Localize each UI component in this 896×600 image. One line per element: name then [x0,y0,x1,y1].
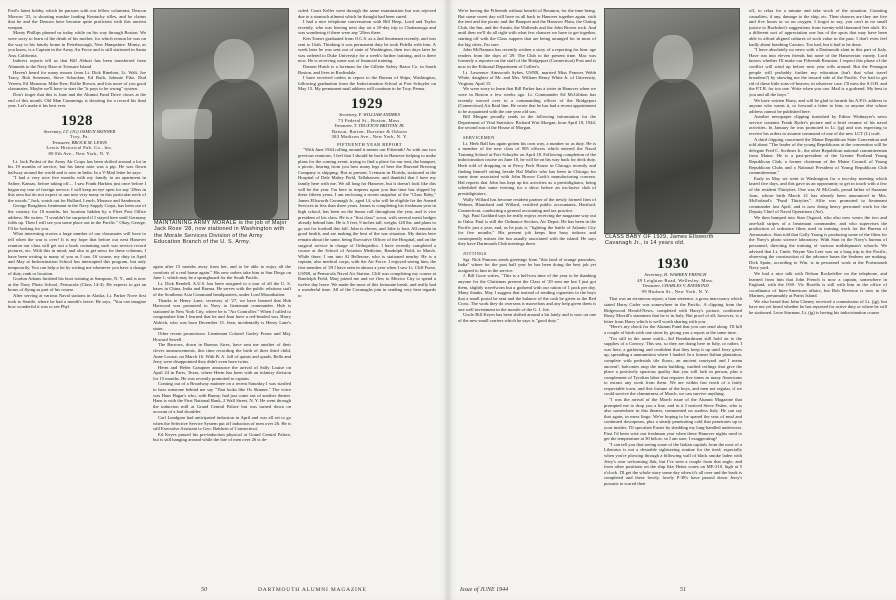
left-column-1 [8,8,146,582]
treasurer-address-2: 383 Madison Ave., New York, N. Y. [331,134,408,140]
paragraph: Bill Morgan proudly sends in the following information for the Department of Vital Statistics: Richard Wirt Morgan, born April 18, 1944, the second son of the House of Morgan. [458,114,596,131]
paragraph: Haven't heard for many moons from Lt. Dick Rinehart, Lt. Walt, Joe Tracy, Bob Sorensen, Steve Schackne, Ed Ruth, Johnnie Fike, Dud Vereen, Ed Mansson, Mike Kerr, Rollie Brown, and lots more of you good classmates. Maybe we'll have to start the "it pays to be wrong" system. [8,69,146,92]
paragraph: A third clipping concerned the Maine Republican State Convention and told about "The leader of the young Republicans at the convention will be delegate Fred C. Scribner Jr., the other Republican national committeeman from Maine. He is a past-president of the Greater Portland Young Republican Club, a former chairman of the Maine Council of Young Republican Clubs and a National President of Young Republican Club committeeman." [749,136,887,176]
paragraph: "I can tell you that seeing some of the Italian capitals from the nose of a Liberator is not a desirable sightseeing routine for the tired, especially when you're plowing through a billowing wall of black smoke laden with Jerry's own welcoming flak, but I've seen a couple from that angle, and from other positions on the ship like Heinz cones on ME-210, high at 5 o'clock. I'll get the whole story some day when it's all over and the book is completed and these lovely, lovely P-38's have passed down Jerry's pursuits to scared their [604,441,742,486]
paragraph: Monty Phillips phoned us today while on his way through Boston. We were sorry to learn of the death of his mother, for which reason he was on the way to his family home in Peterborough, New Hampshire. Monty, as you know, is a Captain in the Army Air Force and is still stationed in Santa Ana, California. [8,30,146,58]
paragraph: That was an erroneous report, a ham sentence, a gross inaccuracy which stated Harry Cader was somewhere in the Pacific. A clipping from the Ridgewood Herald-News, completed with Harry's picture, confirmed Rusty Morrill's statement that he is in Italy. But proof of all, however, is a letter from Harry which is well worth sharing with you: [604,296,742,324]
issue-label: Issue of JUNE 1944 [460,587,509,593]
class-year-1930: 1930 [657,256,689,272]
paragraph: Thanks to Henry Lane, secretary of '27, we have learned that Hub Harwood was promoted to Navy to lieutenant commander. Hub is stationed in New York City, where he is "Air Controller." When I called to congratulate him I learned that he and Jean have a red-headed son, Harry Ahlrich, who was born December 15. Jean, incidentally is Henry Lane's sister. [153,297,291,331]
paragraph: The Barrows, down in Buenos Aires, have sent me another of their clever announcements, this time recording the birth of their third child, Anne Louise, on March 16. With B. A. full of quints and quads, Bella and Jerry were disappointed they didn't even have twins. [153,342,291,365]
class-year-1928: 1928 [61,112,93,129]
paragraph: I had a nice telephone conversation with Bill Heep, Loed and Taylor recently, who was leaving next day on a 10-day trip to Chattanooga and was wondering if there were any '28ers there. [298,19,436,36]
section-head-servicemen: SERVICEMEN [463,135,495,141]
treasurer-line: Treasurer, BROCK M. LEWIS [52,139,107,145]
paragraph: Wally Willard has become resident partner of the newly formed firm of Wehner, Blanchard and Willard, certified public accountants, Hartford, Connecticut, conducting a general accounting and tax practice. [458,196,596,213]
reunion-subhead: FIFTEENTH YEAR REPORT [337,141,402,147]
treasurer-address: 99 Hudson St., New York, N. Y. [641,288,710,294]
right-column-1 [458,8,596,582]
paragraph: We were sorry to learn that Bill Parker has a sister in Hanover when we were in Boston a few weeks ago. Lt. Commander Ed McGibbon has recently moved over to a commanding officer of the Bridgeport (Connecticut) Air Raid line. He wrote that he has had a recent appointment to be acquainted with the one year old son. [458,86,596,114]
class-1929-header [298,96,436,140]
paragraph: "I have absolutely no news with a Dartmouth slant in this part of Italy. Have run into eleven friends but none of the Hanoverian variety. Lord knows whether I'll make our Fifteenth Reunion. I expect this phase of the conflict will wind up before next year rolls around. But the Pentagon people will probably further my education (isn't that what travel broadens?) by showing me the inward side of the Pacific. I've had to get rid of these little sons-of-heaven, in whatever case. I'll miss the S.O.B. and the P.T.B. for too one. Write when you can. Mail is a godsend. My best to you and all the boys." [749,47,887,97]
paragraph: Coming out of a Broadway matinee on a recent Saturday I was startled to hear someone behind me say "That looks like Os Skinner." The voice was Hans Hagar's who, with Bunny, had just come out of another theater. Hans is with the First National Bank, 2 Wall Street, N. Y. He went through the induction mill at Grand Central Palace but was turned down on account of a bad shoulder. [153,381,291,415]
paragraph: Another newspaper clipping furnished by Editor Widmayer's news service contains Frank Ryder's picture and a brief resume of his naval activities. In January he was promoted to Lt. (jg) and was expecting to receive his orders to assume command of one of the new LCT (L) craft. [749,114,887,137]
photo-caption: CLASS BABY OF 1929, James Ellsworth Cavanagh Jr., is 14 years old. [605,234,714,247]
class-1928-header [8,113,146,157]
paragraph: We're having the Fifteenth without benefit of Reunion, for the time being. But some sweet day will have us all back in Hanover together again, with the tent and the picnic and the Banquet and the Hanover Plain, the Outing Club, the Inn, and the Austin, the Wallends and the John Brown rock. And until then we'll do all right with what few chances we have to get together, starting off with the Class suppers that are being arranged for in most of the big cities, I'm sure. [458,8,596,47]
photo-caption: MAINTAINING ARMY MORALE is the job of Major Jack Rose '28, now stationed in Washington with the Morale Services Division of the Army Education Branch of the U. S. Army. [154,220,287,246]
paragraph: Other recent promotions: Lieutenant Colonel Gurley Fraser and Maj. Howard Sewell. [153,331,291,342]
paragraph: Damon Hutch is a foreman for the Gillette Safety Razor Co. in South Boston, and lives in Roslindale. [298,63,436,75]
paragraph: J. Bill Gooe writes, "This is a hell-uva time of the year to be thanking anyone for the Christmas present the Class of '29 sent me but I just got them, slightly travelworn but a godsend with our ration of 1 pack per day. Many thanks. May I suggest that instead of sending cigarettes to the boys that a small postal be sent and the balance of the cash be given to the Red Cross. The work they do overseas is marvelous and any help given them is one well investment in the morale of the G. I. Joe. [458,273,596,312]
paragraph: Lt. Dick Rendell, A.U.S. has been assigned to a tour of all the U. S. bases in China, India and Burma. He serves with the public relations staff of the Southeast Asia Command headquarters, under Lord Mountbatten. [153,280,291,297]
right-column-3 [749,8,887,582]
secretary-address: 73 Federal St., Boston, Mass. [338,117,401,123]
paragraph: Ken Turner graduated from O.C.S. as a 2nd lieutenant recently, and was sent to Utah. Thinking it was permanent duty he took Fidella with him. A week later he was sent out of state of Washington, then two days later he was ordered to Duke University for a week's further training, and is there now. He is receiving some sort of financial training. [298,35,436,64]
paragraph: After serving at various Naval stations in Alaska, Lt. Parker Nove first took to Seattle, where he had a month's leave. He says, "You can imagine how wonderful it was to see Phyl [8,292,146,310]
paragraph: Gordon Adams finished his boot training at Sampson, N. Y., and is now at the Navy Photo School, Pensacola (Class 14-4). He expects to get an hours of flying as part of his course. [8,276,146,293]
secretary-address: 49 Leighton Road, Wellesley, Mass. [637,277,714,283]
secretary-line: Secretary, F. WILLIAM ANDRES [339,111,400,117]
section-head-jottings: JOTTINGS [463,250,487,256]
class-year-1929: 1929 [351,95,383,112]
class-1930-header [604,256,742,294]
treasurer-address-1: Batson, Barton, Durstine & Osborn [332,128,407,134]
paragraph: Uncle Bill Keyes has been shifted around a bit lately and is now on one of the new small carriers which he says is "good duty." [458,312,596,324]
paragraph: We then bumped into Stan Osgood, who also now wears the two and one-half stripes of a lieutenant commander, and who supervises the production of ordnance films used in training work for the Bureau of Aeronautics. Stan told that Golly Young is producing some of the films for the Navy's photo science laboratory. With Stan in the Navy's bureau of personnel, directing the training of various midshipman's schools. We advised that Lt. Cmdr. Wayne Van Leer was on a long trip to the Pacific, observing the construction of the advance bases the Seabees are making. Dick Spain, according to Win, is in personnel work at the Portsmouth Navy yard. [749,214,887,271]
photo-class-baby [604,8,740,234]
paragraph: Lt. Lawrence Ainsworth Sykes, USNR, married Miss Frances Webb White, daughter of Mr. and Mrs. William Henry White Jr. of University, Virginia, April 15. [458,69,596,86]
magazine-footer: DARTMOUTH ALUMNI MAGAZINE [258,587,367,593]
paragraph: Lt. Herb Ball has again gotten his own way, a number so as duty. He is a member of the new class of 905 officers which entered the Naval Training School at Fort Schuyler on April 18. Following completion of the indoctrination course on June 10, he will be on his way back for deck duty. Herb told of dropping in at Percy Peck House in Chicago recently and finding himself sitting beside Hal Muller who has been in Chicago for some time associated with John Brown Cook's manufacturing concern. Hal reports that John has kept up his activities as a prestidigitator, being scheduled that same evening for a show before an exclusive club of prestidigitators. [458,140,596,196]
paragraph: Fred's latest hobby, which he pursues with our fellow columnist, Deacon Morrow '25, is shooting muskie loading Kentucky rifles, and he claims that he and the Deacon have become quite proficient with this ancient weapon. [8,8,146,30]
right-column-2 [604,252,742,582]
page-number-right: 51 [680,587,686,593]
paragraph: Carl Lundgren had anticipated induction in April and was all set to go when the Selective Service System put off induction of men over 26. He is still Executive Assistant to Geo. Baldwin of Connecticut. [153,415,291,432]
paragraph: Herm and Helen Graupner announce the arrival of Sally Louise on April 24 in Paris, Texas, where Herm has been with an infantry division for 15 months. He was recently promoted to captain. [153,364,291,381]
paragraph: I have received orders to report to the Bureau of Ships, Washington, following graduation from the Indoctrination School at Fort Schuyler on May 15. My permanent mail address will continue to be Troy, Penna. [298,75,436,92]
secretary-line: Secretary, H. WARREN FRENCH [644,272,707,277]
paragraph: "I'm still in the same outfit—3rd Bombardment still hold on to the supplies of a Convoy. This sea, so they are doing here in Italy, or rather, I was here, a gathering and confident that they keep it up until Jerry gives up, spreading a ammunition where I landed. In a former Italian plantation, complete with pedestals tile floors, an ancient courtyard and I mean ancient!, balconies atop the main building, vaulted ceilings that give the place a positively spacious quality that you will lack in person, plus a complement of Tyrolian labor that requires five times as many Americans to extract any work from them. We are within fast reach of a fairly respectable town, and this fortune of the boys, and men not regular, if we could survive the clamminess of March, we can survive anything. [604,335,742,397]
paragraph: We also heard that John Cheney received a commission of Lt. (jg), but have not yet heard whether he has reported for active duty or where he will be stationed. Leon Sturman, Lt. (jg) is having his indoctrination course [749,298,887,316]
page-number-left: 50 [201,587,207,593]
paragraph: George Boughton, lieutenant in the Navy Supply Corps, has been out of the country for 18 months, his location hidden by a Fleet Post Office address. He writes: "I wouldn't be surprised if I stayed here until Germany folds up. Then I will see you some place out in the Pacific." Okay, George, I'll be looking for you. [8,203,146,231]
left-column-2 [153,264,291,582]
paragraph: Early in May we went to Washington for a two-day meeting which lasted five days, and this gave us an opportunity to get in touch with a few of the resident Thirtyites. One was Al McGrath, proud father of Suzanne Joan, whose birth March 21 has already been announced in Mrs. McFarland's "Fund Thirtyites". Alfie was promoted to lieutenant commander last April, and is now doing heavy personnel work for the Deputy Chief of Naval Operations (Air). [749,175,887,215]
secretary-location: Troy, Pa. [69,134,90,140]
paragraph: Sgt. Nick Panoras sends greetings from "this land of orange pancakes, India" where for the past half year he has been doing the best job yet assigned to him in the service. [458,256,596,273]
paragraph: "I had a very nice five months with my family in an apartment in Saline, Kansas, before taking off.... I saw Frank Harkins just once before I began my tour of foreign service. I will keep an eye open for any '28ers in this area but do not expect to run into very many in this particular neck of the woods." Jack, watch out for Bullard, Lench, Monaco and Sanderson. [8,175,146,203]
paragraph: "With June 1944 rolling around it means our Fifteenth! As with our two previous reunions, I feel that I should be back in Hanover helping to make plans for the coming event, trying to find a place for our tent, the banquet, a picnic, hearing from you how many legs of beer the Harvard Brewing Company is shipping. But at present, I remain in Florida, stationed at the Hospital of Dale Mabry Field, Tallahassee, and thankful that I have my family here with me. We all long for Hanover, but it doesn't look like this will be the year. I'm here to impress upon you that time has slipped by these fifteen years, I am enclosing a recent snapshot of the "Class Baby," James Ellsworth Cavanagh Jr., aged 14, who will be eligible for the Armed Services in less than three years. James is completing his freshman year in high school, has been on the honor roll throughout the year, and is vice president of his class. He is a "first class" scout, with several merit badges already behind him. He is 5 feet, 9 inches tall, weighs 128 lbs. and plans to go out for football this fall. John is eleven, and Julie is four. All remain in good health, and are making the best of the war situation. My duties here remain about the same, being Executive Officer of the Hospital, and on the surgical service in charge of Orthopedics. I have recently completed a course at the School of Aviation Medicine, Randolph Field, in March. While there, I ran into Al Bellerose, who is stationed nearby. He is a captain, also medical corps, with the Air Force. I enjoyed seeing him, the first member of '29 I have seen in almost a year when I saw Lt. Cliff Furse, USNR, at Pensacola Naval Air Station. Cliff was completing my course at Randolph Field, Marj joined me and we flew to Mexico City to spend a twelve day leave. We made the most of this fortunate break, and really had a wonderful time. All of the Cavanaghs join in sending very best regards to [298,147,436,298]
treasurer-address-1: Lewis Historical Pub. Co., Inc. [46,145,113,151]
paragraph: Don't forget that this is June and the Alumni Fund Drive closes at the end of this month. Old Man Cummings is shooting for a record his final year. Let's make it his best ever. [8,91,146,109]
left-column-3 [298,8,436,582]
paragraph: John McNamara has recently written a story of a reporting for him: age readers from the days of '29. The Club to the present time. Mac was formerly a reporter on the staff of the Bridgeport (Connecticut) Post and is now in the Editorial Department of Collier's. [458,47,596,69]
right-page [448,0,896,600]
paragraph: again after 15 months away from her, and to be able to enjoy all the comforts of a real home again." His new orders take him to San Diego on June 1, which may be a springboard for the South Pacific. [153,264,291,281]
treasurer-line: Treasurer, T. TRUXTON BRITTAN JR. [334,123,405,129]
paragraph: cided. Court Keller went through the same examination but was rejected due to a stomach ailment which he thought had been cured. [298,8,436,19]
paragraph: "Here's my check for the Alumni Fund that you can send along. I'll kill a couple of birds with one stone by giving you a report at the same time. [604,324,742,335]
paragraph: off, to relax for a minute and take stock of the situation. Counting casualties, if any, damage to the ship, etc. Then chances are they are five and five hours or so on oxygen. I forgot to say, you can't in no small justice to Buckshot's suggestions from twenty-odd thousand feet aloft. It's a different sort of appreciation one has of the spots that may have been able to afford aligned cultures of such value in the past. I don't even feel badly about bombing Cassino. Too bad, but it had to be done. [749,8,887,47]
treasurer-line: Treasurer, CHARLES V. RAYMOND [642,283,709,289]
treasurer-address-2: 80 8th Ave., New York, N. Y. [48,151,111,157]
paragraph: Indirect reports tell us that Bill Abbott has been transferred from Alameda to the Navy Base at Treasure Island. [8,58,146,69]
paragraph: We have written Harry, and will be glad to furnish his A.P.O. address to anyone who wants it, or forward a letter to him, or anyone else whose address cannot be published here. [749,97,887,114]
paragraph: Sgt. Paul Goddard says he really enjoys receiving the magazine way out in Oahu. Paul is still the Ordnance Section, Air Depot. He has been in the Pacific just a year, and, as he puts it, "fighting the battle of Atlantic City for five months." His present job keeps him busy indoors and consequently misses the fun usually associated with the island. He says they have Dartmouth Club meetings there. [458,213,596,247]
paragraph: "I was the arrival of the March issue of the Alumni Magazine that prompted me to drop you a line, and in it I noticed Steve Fisher, who is also somewhere in this theater, commented on sunless Italy. He can say that again, in mess lingo. We're hoping to be spared the seas of mud and continued downpours, plus a steady penetrating cold that penetrates up to your insides. I'll speculate Easter by shedding my long-handled underwear. First I'd been wise our freshman year when these Hanover nights used to get the temperature at 30 below, so I am sure, I exaggerating? [604,397,742,442]
paragraph: Lt. Jack Probst of the Army Air Corps has been shifted around a lot in his 19 months of service, but his latest note was a pip. He was flown halfway around the world and is now in India. In a V-Mail letter he says: [8,158,146,175]
secretary-line: Secretary, LT. (JG) OSMUN SKINNER [43,128,116,134]
photo-jack-rose [153,8,289,220]
paragraph: Ed Keyes passed his pre-induction physical at Grand Central Palace, but is still hanging around while the fate of men over 26 is de- [153,431,291,443]
paragraph: What interesting stories a large number of our classmates will have to tell when the war is over! It is my hope that before our next Hanover reunion our class will get out a book containing such war service record pictures, etc. With this in mind, and also to get news for these columns, I have been writing to many of you as I can. Of course, my duty in April and May at Indoctrination School has interrupted this program, but only temporarily. You can help a lot by writing me whenever you have a change of duty, rank or location. [8,231,146,276]
paragraph: We had a nice talk with Nelson Rockefeller on the telephone, and learned from him that John French is now a captain, somewhere in England, with the OSS. Vic Borella is still with him in the office of coordinator of Inter-American affairs, but Bob Brereton is now in the Marines, presumably at Parris Island. [749,270,887,299]
